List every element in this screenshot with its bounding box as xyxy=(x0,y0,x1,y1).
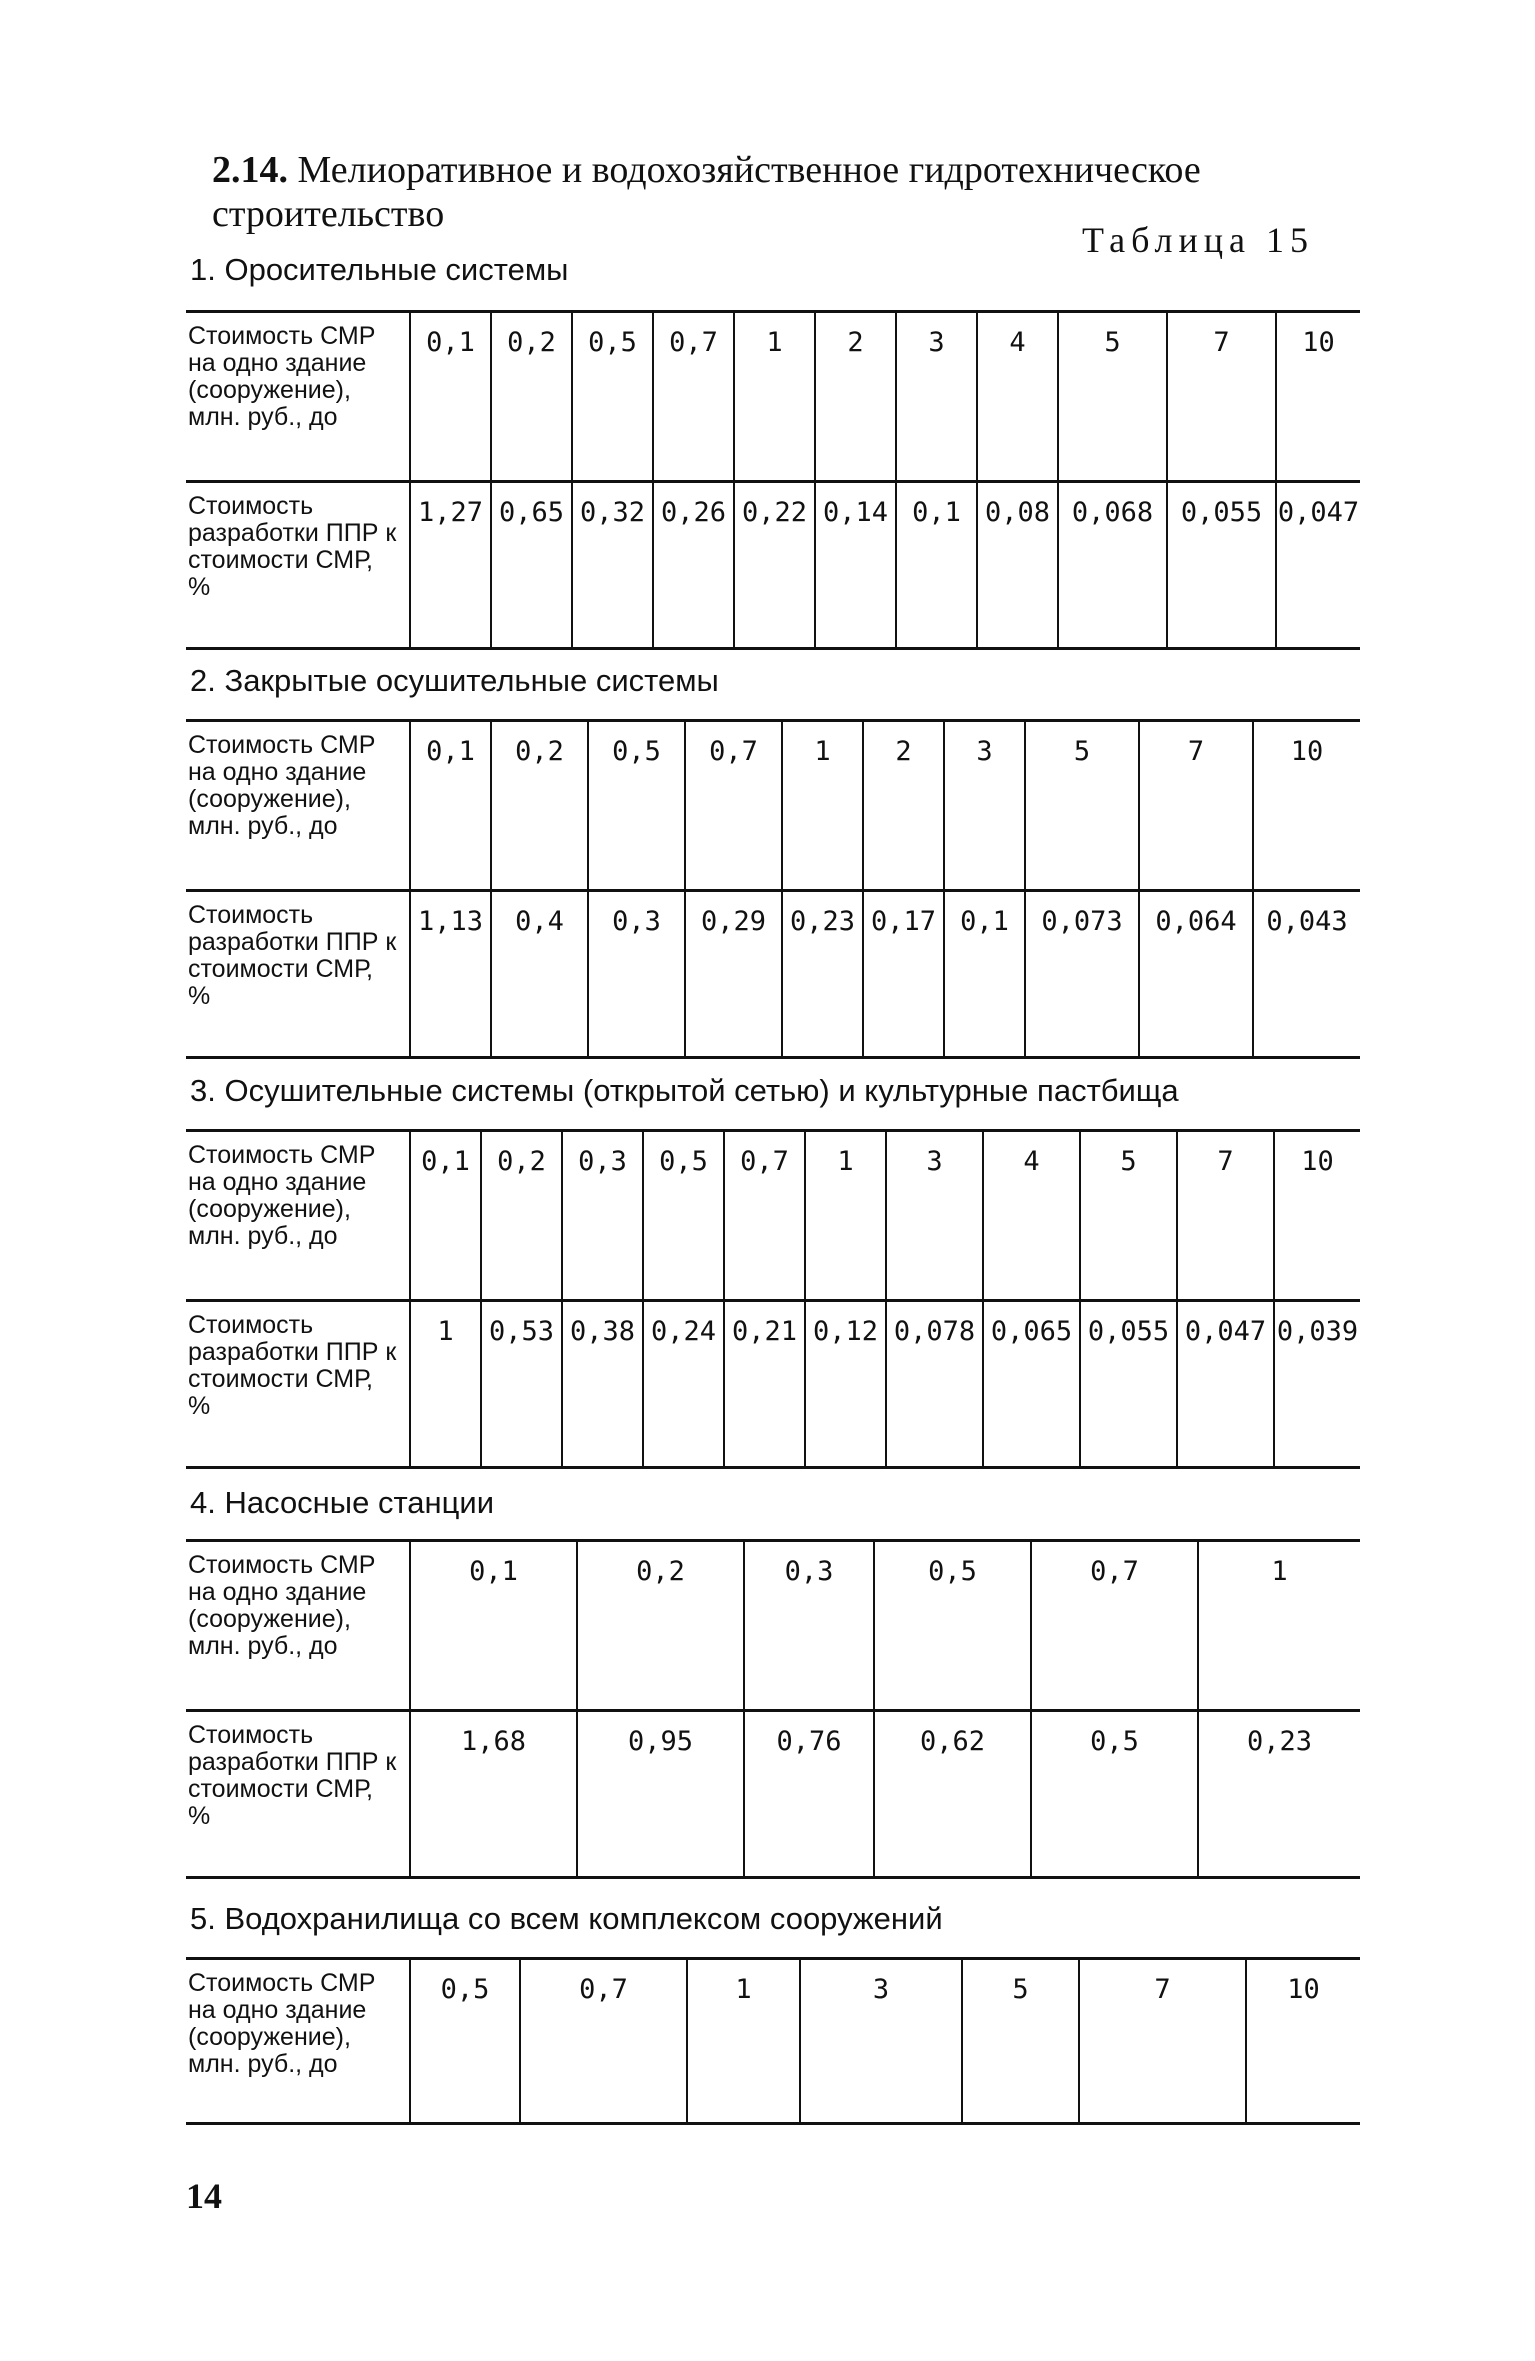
table-row-cost xyxy=(186,721,1360,891)
cell-cost: 0,3 xyxy=(744,1541,874,1711)
cell-cost: 7 xyxy=(1139,721,1253,891)
table-row-cost xyxy=(186,1131,1360,1301)
cell-ppr: 0,22 xyxy=(734,482,815,649)
cell-cost: 0,2 xyxy=(577,1541,744,1711)
cell-ppr: 0,21 xyxy=(724,1301,805,1468)
cell-ppr: 0,065 xyxy=(983,1301,1080,1468)
cell-cost: 0,7 xyxy=(520,1959,687,2124)
cell-cost: 0,2 xyxy=(481,1131,562,1301)
cell-cost: 0,2 xyxy=(491,721,588,891)
cell-ppr: 0,078 xyxy=(886,1301,983,1468)
cell-ppr: 0,1 xyxy=(944,891,1025,1058)
row-label-cost: Стоимость СМР на одно здание (сооружение), млн. руб., до xyxy=(188,1141,376,1250)
cell-cost: 7 xyxy=(1167,312,1276,482)
cell-cost: 0,5 xyxy=(643,1131,724,1301)
cell-cost: 0,1 xyxy=(410,721,491,891)
cell-ppr: 0,12 xyxy=(805,1301,886,1468)
cell-cost: 0,7 xyxy=(724,1131,805,1301)
cell-cost: 1 xyxy=(782,721,863,891)
table-row-cost xyxy=(186,1959,1360,2124)
cell-ppr: 0,14 xyxy=(815,482,896,649)
cell-cost: 4 xyxy=(983,1131,1080,1301)
cell-cost: 0,5 xyxy=(410,1959,520,2124)
cell-cost: 5 xyxy=(1080,1131,1177,1301)
subtitle-reservoirs: 5. Водохранилища со всем комплексом сооружений xyxy=(190,1901,943,1936)
cell-ppr: 1,68 xyxy=(410,1711,577,1878)
cell-cost: 0,3 xyxy=(562,1131,643,1301)
cell-cost: 1 xyxy=(687,1959,800,2124)
cell-cost: 0,7 xyxy=(685,721,782,891)
subtitle-irrigation: 1. Оросительные системы xyxy=(190,252,569,287)
subtitle-closed-drainage: 2. Закрытые осушительные системы xyxy=(190,663,719,698)
cell-ppr: 0,24 xyxy=(643,1301,724,1468)
cell-ppr: 0,08 xyxy=(977,482,1058,649)
cell-cost: 10 xyxy=(1276,312,1360,482)
table-open-drainage xyxy=(186,1129,1360,1469)
table-pump-stations xyxy=(186,1539,1360,1879)
cell-ppr: 0,95 xyxy=(577,1711,744,1878)
cell-ppr: 0,055 xyxy=(1167,482,1276,649)
table-row-ppr xyxy=(186,1301,1360,1468)
table-closed-drainage xyxy=(186,719,1360,1059)
cell-cost: 0,7 xyxy=(653,312,734,482)
section-number: 2.14. xyxy=(212,149,288,191)
cell-cost: 0,5 xyxy=(588,721,685,891)
row-label-ppr: Стоимость разработки ППР к стоимости СМР, % xyxy=(186,891,410,1058)
cell-cost: 0,1 xyxy=(410,1541,577,1711)
cell-ppr: 0,5 xyxy=(1031,1711,1198,1878)
cell-cost: 5 xyxy=(1058,312,1167,482)
table-row-cost xyxy=(186,1541,1360,1711)
table-row-ppr xyxy=(186,1711,1360,1878)
row-label-cost: Стоимость СМР на одно здание (сооружение), млн. руб., до xyxy=(188,1969,376,2078)
cell-cost: 3 xyxy=(800,1959,962,2124)
table-irrigation xyxy=(186,310,1360,650)
cell-ppr: 0,055 xyxy=(1080,1301,1177,1468)
cell-cost: 5 xyxy=(962,1959,1079,2124)
table-reservoirs xyxy=(186,1957,1360,2125)
cell-ppr: 0,26 xyxy=(653,482,734,649)
cell-cost: 0,2 xyxy=(491,312,572,482)
cell-cost: 4 xyxy=(977,312,1058,482)
cell-ppr: 0,073 xyxy=(1025,891,1139,1058)
cell-ppr: 0,32 xyxy=(572,482,653,649)
cell-ppr: 0,047 xyxy=(1177,1301,1274,1468)
cell-cost: 3 xyxy=(896,312,977,482)
cell-ppr: 1,27 xyxy=(410,482,491,649)
cell-cost: 2 xyxy=(815,312,896,482)
cell-cost: 10 xyxy=(1274,1131,1360,1301)
cell-ppr: 0,38 xyxy=(562,1301,643,1468)
row-label-cost: Стоимость СМР на одно здание (сооружение), млн. руб., до xyxy=(188,322,376,431)
cell-ppr: 0,064 xyxy=(1139,891,1253,1058)
row-label-ppr: Стоимость разработки ППР к стоимости СМР, % xyxy=(186,1711,410,1878)
cell-ppr: 0,047 xyxy=(1276,482,1360,649)
section-heading-text: Мелиоративное и водохозяйственное гидротехническое строительство xyxy=(212,149,1201,235)
cell-cost: 3 xyxy=(886,1131,983,1301)
cell-cost: 1 xyxy=(1198,1541,1360,1711)
page-number: 14 xyxy=(186,2176,222,2216)
cell-ppr: 0,62 xyxy=(874,1711,1031,1878)
table-label: Таблица 15 xyxy=(1082,220,1314,260)
cell-ppr: 0,76 xyxy=(744,1711,874,1878)
cell-cost: 10 xyxy=(1246,1959,1360,2124)
cell-ppr: 1 xyxy=(410,1301,481,1468)
cell-cost: 0,7 xyxy=(1031,1541,1198,1711)
table-row-ppr xyxy=(186,891,1360,1058)
cell-ppr: 0,068 xyxy=(1058,482,1167,649)
cell-ppr: 0,043 xyxy=(1253,891,1360,1058)
cell-ppr: 0,23 xyxy=(1198,1711,1360,1878)
cell-ppr: 0,3 xyxy=(588,891,685,1058)
cell-ppr: 0,53 xyxy=(481,1301,562,1468)
cell-cost: 0,1 xyxy=(410,312,491,482)
row-label-ppr: Стоимость разработки ППР к стоимости СМР, % xyxy=(186,1301,410,1468)
cell-ppr: 0,17 xyxy=(863,891,944,1058)
cell-cost: 7 xyxy=(1177,1131,1274,1301)
cell-cost: 3 xyxy=(944,721,1025,891)
cell-cost: 7 xyxy=(1079,1959,1246,2124)
table-row-cost xyxy=(186,312,1360,482)
table-row-ppr xyxy=(186,482,1360,649)
cell-cost: 1 xyxy=(734,312,815,482)
row-label-cost: Стоимость СМР на одно здание (сооружение), млн. руб., до xyxy=(188,731,376,840)
cell-ppr: 0,4 xyxy=(491,891,588,1058)
subtitle-pump-stations: 4. Насосные станции xyxy=(190,1485,495,1520)
cell-ppr: 0,1 xyxy=(896,482,977,649)
cell-cost: 0,1 xyxy=(410,1131,481,1301)
cell-ppr: 0,23 xyxy=(782,891,863,1058)
cell-ppr: 1,13 xyxy=(410,891,491,1058)
cell-cost: 10 xyxy=(1253,721,1360,891)
cell-cost: 1 xyxy=(805,1131,886,1301)
cell-ppr: 0,29 xyxy=(685,891,782,1058)
cell-cost: 2 xyxy=(863,721,944,891)
cell-ppr: 0,039 xyxy=(1274,1301,1360,1468)
row-label-ppr: Стоимость разработки ППР к стоимости СМР, % xyxy=(186,482,410,649)
cell-cost: 0,5 xyxy=(874,1541,1031,1711)
cell-cost: 5 xyxy=(1025,721,1139,891)
cell-cost: 0,5 xyxy=(572,312,653,482)
cell-ppr: 0,65 xyxy=(491,482,572,649)
subtitle-open-drainage: 3. Осушительные системы (открытой сетью) и культурные пастбища xyxy=(190,1073,1179,1108)
row-label-cost: Стоимость СМР на одно здание (сооружение), млн. руб., до xyxy=(188,1551,376,1660)
